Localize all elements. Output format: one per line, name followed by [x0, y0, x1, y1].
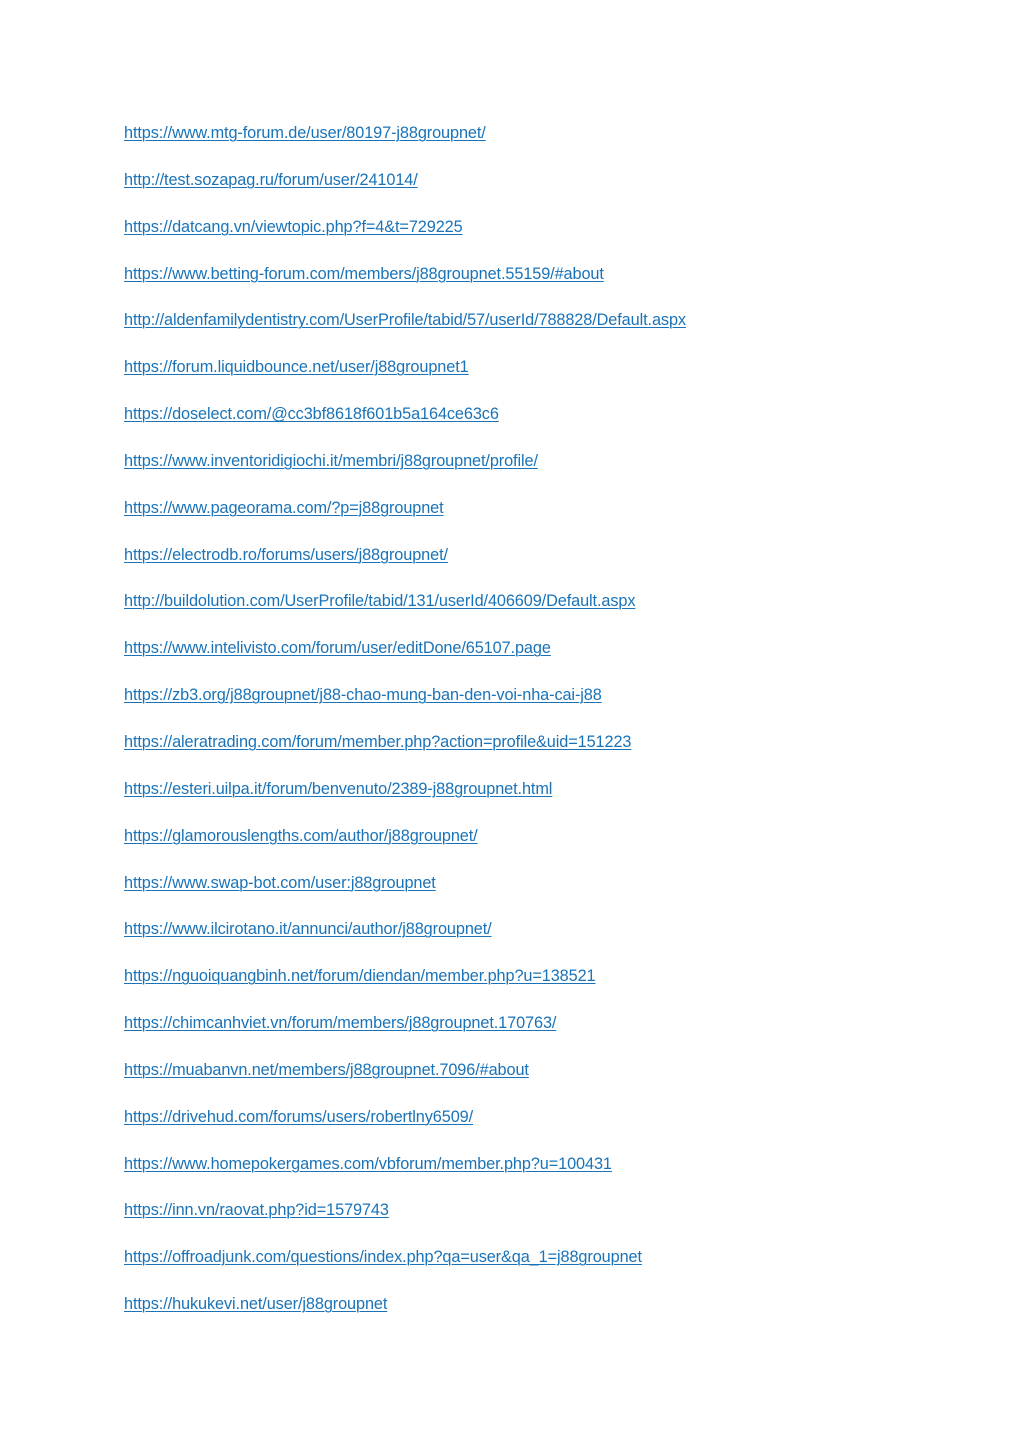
link-buildolution[interactable]: http://buildolution.com/UserProfile/tabid/131/userId/406609/Default.aspx	[124, 592, 636, 611]
list-item	[124, 1059, 984, 1106]
list-item	[124, 216, 984, 263]
link-chimcanhviet[interactable]: https://chimcanhviet.vn/forum/members/j88groupnet.170763/	[124, 1014, 557, 1033]
link-ilcirotano[interactable]: https://www.ilcirotano.it/annunci/author/j88groupnet/	[124, 920, 492, 939]
list-item	[124, 778, 984, 825]
list-item	[124, 825, 984, 872]
link-hukukevi[interactable]: https://hukukevi.net/user/j88groupnet	[124, 1295, 388, 1314]
link-zb3[interactable]: https://zb3.org/j88groupnet/j88-chao-mung-ban-den-voi-nha-cai-j88	[124, 686, 602, 705]
link-drivehud[interactable]: https://drivehud.com/forums/users/robertlny6509/	[124, 1107, 474, 1126]
list-item	[124, 1199, 984, 1246]
list-item	[124, 918, 984, 965]
list-item	[124, 965, 984, 1012]
link-inn-vn[interactable]: https://inn.vn/raovat.php?id=1579743	[124, 1201, 389, 1220]
link-pageorama[interactable]: https://www.pageorama.com/?p=j88groupnet	[124, 498, 444, 517]
list-item	[124, 356, 984, 403]
list-item	[124, 403, 984, 450]
list-item	[124, 450, 984, 497]
link-aleratrading[interactable]: https://aleratrading.com/forum/member.php?action=profile&uid=151223	[124, 732, 632, 751]
link-nguoiquangbinh[interactable]: https://nguoiquangbinh.net/forum/diendan/member.php?u=138521	[124, 967, 596, 986]
link-electrodb[interactable]: https://electrodb.ro/forums/users/j88groupnet/	[124, 545, 448, 564]
link-doselect[interactable]: https://doselect.com/@cc3bf8618f601b5a164ce63c6	[124, 405, 499, 424]
link-sozapag[interactable]: http://test.sozapag.ru/forum/user/241014/	[124, 170, 418, 189]
list-item	[124, 1106, 984, 1153]
list-item	[124, 1293, 984, 1340]
list-item	[124, 1012, 984, 1059]
list-item	[124, 872, 984, 919]
link-mtg-forum[interactable]: https://www.mtg-forum.de/user/80197-j88groupnet/	[124, 124, 486, 142]
list-item	[124, 122, 984, 169]
link-swap-bot[interactable]: https://www.swap-bot.com/user:j88groupnet	[124, 873, 436, 892]
list-item	[124, 263, 984, 310]
list-item	[124, 544, 984, 591]
link-intelivisto[interactable]: https://www.intelivisto.com/forum/user/editDone/65107.page	[124, 639, 551, 658]
list-item	[124, 497, 984, 544]
link-inventoridigiochi[interactable]: https://www.inventoridigiochi.it/membri/j88groupnet/profile/	[124, 451, 538, 470]
link-liquidbounce[interactable]: https://forum.liquidbounce.net/user/j88groupnet1	[124, 358, 469, 377]
link-glamorouslengths[interactable]: https://glamorouslengths.com/author/j88groupnet/	[124, 826, 478, 845]
list-item	[124, 1153, 984, 1200]
link-homepokergames[interactable]: https://www.homepokergames.com/vbforum/member.php?u=100431	[124, 1154, 612, 1173]
list-item	[124, 590, 984, 637]
link-offroadjunk[interactable]: https://offroadjunk.com/questions/index.php?qa=user&qa_1=j88groupnet	[124, 1248, 642, 1267]
list-item	[124, 684, 984, 731]
link-esteri-uilpa[interactable]: https://esteri.uilpa.it/forum/benvenuto/2389-j88groupnet.html	[124, 779, 553, 798]
list-item	[124, 309, 984, 356]
link-muabanvn[interactable]: https://muabanvn.net/members/j88groupnet.7096/#about	[124, 1060, 529, 1079]
link-list	[124, 122, 984, 1340]
link-datcang[interactable]: https://datcang.vn/viewtopic.php?f=4&t=729225	[124, 217, 463, 236]
link-aldenfamilydentistry[interactable]: http://aldenfamilydentistry.com/UserProfile/tabid/57/userId/788828/Default.aspx	[124, 311, 686, 330]
list-item	[124, 169, 984, 216]
list-item	[124, 1246, 984, 1293]
link-betting-forum[interactable]: https://www.betting-forum.com/members/j88groupnet.55159/#about	[124, 264, 604, 283]
list-item	[124, 637, 984, 684]
list-item	[124, 731, 984, 778]
